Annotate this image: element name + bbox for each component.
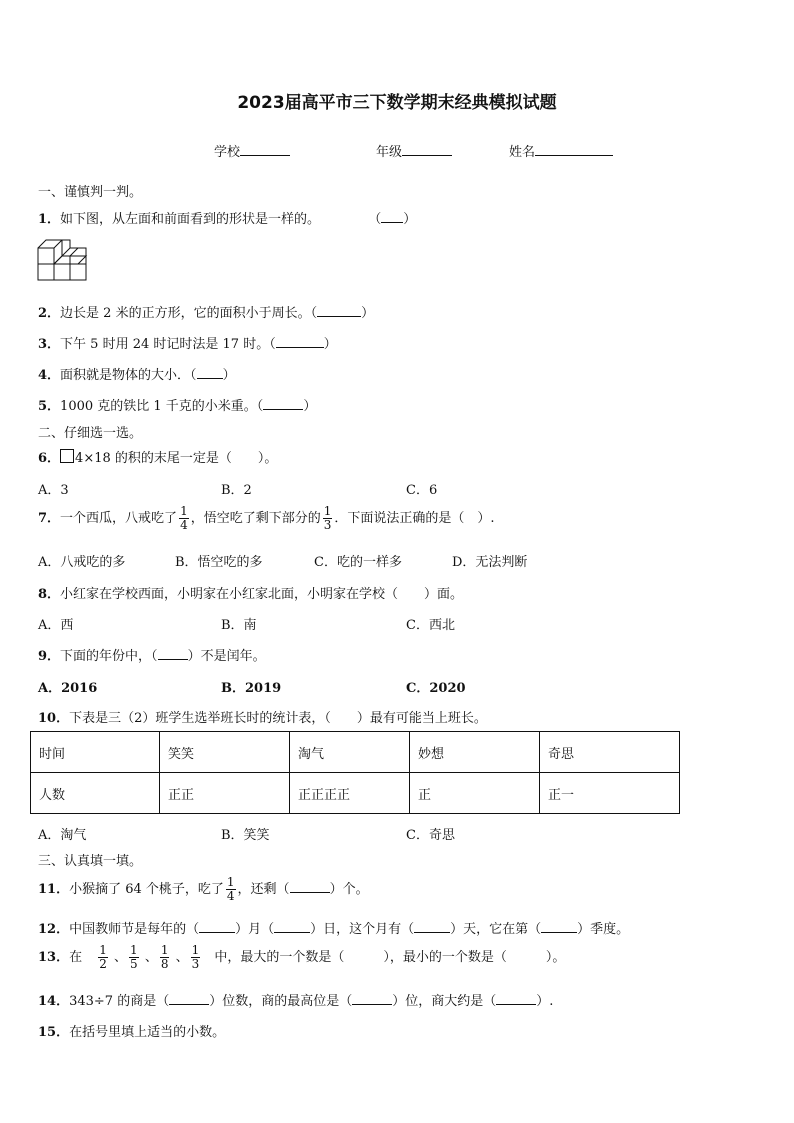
q5-answer-blank[interactable] [263, 396, 303, 410]
table-cell: 正一 [540, 773, 680, 814]
q13-frac2-denominator: 5 [130, 957, 138, 971]
q4-text: 面积就是物体的大小．（ [60, 368, 197, 383]
q7-option-d[interactable]: D．无法判断 [452, 555, 528, 570]
q13-fraction-2 [129, 944, 139, 971]
name-blank[interactable] [535, 142, 613, 156]
q7-text-1: 一个西瓜，八戒吃了 [60, 511, 178, 526]
question-4 [38, 364, 236, 383]
q12-blank-day[interactable] [274, 919, 310, 933]
q6-option-c[interactable]: C．6 [406, 483, 438, 498]
q13-separator: 、 [144, 950, 158, 965]
question-15 [38, 1021, 225, 1040]
q10-option-a[interactable]: A．淘气 [38, 828, 87, 843]
page-title: 2023届高平市三下数学期末经典模拟试题 [237, 93, 557, 113]
name-field [509, 141, 613, 160]
table-cell: 正正正正 [290, 773, 410, 814]
q7-frac2-denominator: 3 [323, 518, 332, 532]
q1-text: 如下图，从左面和前面看到的形状是一样的。 [60, 212, 321, 227]
q1-paren-open: （ [368, 212, 382, 227]
table-row [31, 773, 680, 814]
q10-option-c[interactable]: C．奇思 [406, 828, 455, 843]
school-blank[interactable] [240, 142, 290, 156]
q9-number: 9． [38, 649, 61, 664]
name-label: 姓名 [509, 145, 536, 160]
q3-paren-close: ） [323, 337, 337, 352]
q13-frac3-numerator: 1 [160, 943, 169, 957]
q10-option-b[interactable]: B．笑笑 [221, 828, 270, 843]
q6-option-a[interactable]: A．3 [38, 483, 69, 498]
section-heading-1: 一、谨慎判一判。 [38, 185, 143, 200]
q13-frac4-numerator: 1 [191, 943, 200, 957]
table-cell: 妙想 [410, 732, 540, 773]
q11-text-1: 小猴摘了 64 个桃子，吃了 [69, 882, 224, 897]
grade-label: 年级 [376, 145, 403, 160]
section-heading-3: 三、认真填一填。 [38, 854, 143, 869]
table-cell: 淘气 [290, 732, 410, 773]
section-heading-2: 二、仔细选一选。 [38, 426, 143, 441]
q12-blank-month[interactable] [199, 919, 235, 933]
q5-paren-close: ） [303, 399, 317, 414]
q6-text: 4×18 的积的末尾一定是（ ）。 [75, 451, 278, 466]
question-2 [38, 302, 374, 321]
q14-text-3: ）位，商大约是（ [392, 994, 497, 1009]
q7-option-b[interactable]: B．悟空吃的多 [175, 555, 263, 570]
q11-frac-denominator: 4 [226, 889, 235, 903]
q8-text: 小红家在学校西面，小明家在小红家北面，小明家在学校（ ）面。 [60, 587, 464, 602]
q12-blank-quarter[interactable] [541, 919, 577, 933]
question-10 [38, 707, 487, 726]
q8-number: 8． [38, 587, 61, 602]
table-cell: 正 [410, 773, 540, 814]
q2-text: 边长是 2 米的正方形，它的面积小于周长。（ [60, 306, 318, 321]
q13-fraction-4 [191, 944, 201, 971]
table-cell: 时间 [31, 732, 160, 773]
q3-number: 3． [38, 337, 61, 352]
q7-text-2: ，悟空吃了剩下部分的 [190, 511, 321, 526]
q9-text-2: ）不是闰年。 [187, 649, 266, 664]
vote-table [30, 731, 680, 814]
q13-frac4-denominator: 3 [191, 957, 200, 971]
q5-text: 1000 克的铁比 1 千克的小米重。（ [60, 399, 264, 414]
q11-text-3: ）个。 [329, 882, 369, 897]
q13-separator: 、 [175, 950, 189, 965]
q9-option-b[interactable]: B．2019 [221, 681, 282, 696]
q15-text: 在括号里填上适当的小数。 [69, 1025, 226, 1040]
q13-frac2-numerator: 1 [130, 943, 138, 957]
q15-number: 15． [38, 1025, 70, 1040]
q7-option-a[interactable]: A．八戒吃的多 [38, 555, 126, 570]
q10-number: 10． [38, 711, 70, 726]
q11-frac-numerator: 1 [226, 875, 235, 889]
q7-frac1-numerator: 1 [180, 504, 188, 518]
q14-blank-digits[interactable] [169, 991, 209, 1005]
q7-fraction-1 [179, 505, 189, 532]
q7-text-3: ．下面说法正确的是（ ）. [334, 511, 495, 526]
q1-number: 1． [38, 212, 61, 227]
q13-separator: 、 [114, 950, 128, 965]
q13-fraction-3 [160, 944, 170, 971]
q1-answer-blank[interactable] [381, 209, 403, 223]
table-row [31, 732, 680, 773]
q13-frac1-denominator: 2 [99, 957, 107, 971]
q7-frac1-denominator: 4 [180, 518, 188, 532]
q7-option-c[interactable]: C．吃的一样多 [314, 555, 402, 570]
grade-blank[interactable] [402, 142, 452, 156]
q13-frac1-numerator: 1 [99, 943, 107, 957]
q2-paren-close: ） [361, 306, 375, 321]
q7-frac2-numerator: 1 [323, 504, 332, 518]
question-7 [38, 505, 495, 532]
cube-figure [37, 238, 89, 288]
q13-lead: 在 [69, 950, 83, 965]
q2-number: 2． [38, 306, 61, 321]
q14-text-2: ）位数，商的最高位是（ [209, 994, 353, 1009]
question-8 [38, 583, 463, 602]
q5-number: 5． [38, 399, 61, 414]
table-cell: 笑笑 [160, 732, 290, 773]
q4-number: 4． [38, 368, 61, 383]
q14-blank-estimate[interactable] [496, 991, 536, 1005]
q12-number: 12． [38, 922, 70, 937]
question-5 [38, 395, 316, 414]
question-12 [38, 918, 629, 937]
school-field [214, 141, 290, 160]
q3-text: 下午 5 时用 24 时记时法是 17 时。（ [60, 337, 276, 352]
q10-text: 下表是三（2）班学生选举班长时的统计表，（ ）最有可能当上班长。 [69, 711, 487, 726]
q14-text-4: ）. [536, 994, 554, 1009]
q12-text-2: ）月（ [235, 922, 275, 937]
q9-text-1: 下面的年份中，（ [60, 649, 158, 664]
q13-number: 13． [38, 950, 70, 965]
table-cell: 正正 [160, 773, 290, 814]
q7-fraction-2 [323, 505, 333, 532]
question-3 [38, 333, 337, 352]
q13-frac3-denominator: 8 [160, 957, 169, 971]
q4-answer-blank[interactable] [197, 365, 223, 379]
q6-option-b[interactable]: B．2 [221, 483, 252, 498]
q9-answer-blank[interactable] [158, 646, 188, 660]
q8-option-c[interactable]: C．西北 [406, 618, 455, 633]
empty-box-icon [60, 449, 74, 463]
q9-option-c[interactable]: C．2020 [406, 681, 466, 696]
grade-field [376, 141, 452, 160]
q11-fraction [226, 876, 236, 903]
q11-number: 11． [38, 882, 70, 897]
q12-blank-days[interactable] [414, 919, 450, 933]
q13-text: 中，最大的一个数是（ ），最小的一个数是（ ）。 [214, 950, 566, 965]
q12-text-5: ）季度。 [577, 922, 630, 937]
question-9 [38, 645, 266, 664]
question-13 [38, 944, 565, 971]
table-cell: 人数 [31, 773, 160, 814]
question-11 [38, 876, 369, 903]
q14-blank-place[interactable] [352, 991, 392, 1005]
q1-paren-close: ） [403, 212, 417, 227]
question-6 [38, 447, 277, 466]
q2-answer-blank[interactable] [317, 303, 361, 317]
q6-number: 6． [38, 451, 61, 466]
q14-text-1: 343÷7 的商是（ [69, 994, 170, 1009]
q14-number: 14． [38, 994, 70, 1009]
q8-option-a[interactable]: A．西 [38, 618, 74, 633]
q3-answer-blank[interactable] [276, 334, 324, 348]
q13-fraction-1 [98, 944, 108, 971]
table-cell: 奇思 [540, 732, 680, 773]
q11-text-2: ，还剩（ [237, 882, 290, 897]
q9-option-a[interactable]: A．2016 [38, 681, 98, 696]
q12-text-4: ）天，它在第（ [450, 922, 542, 937]
q12-text-3: ）日，这个月有（ [310, 922, 415, 937]
q7-number: 7． [38, 511, 61, 526]
q11-answer-blank[interactable] [290, 879, 330, 893]
school-label: 学校 [214, 145, 241, 160]
question-14 [38, 990, 553, 1009]
q4-paren-close: ） [222, 368, 236, 383]
question-1 [38, 208, 416, 227]
q8-option-b[interactable]: B．南 [221, 618, 257, 633]
q12-text-1: 中国教师节是每年的（ [69, 922, 200, 937]
